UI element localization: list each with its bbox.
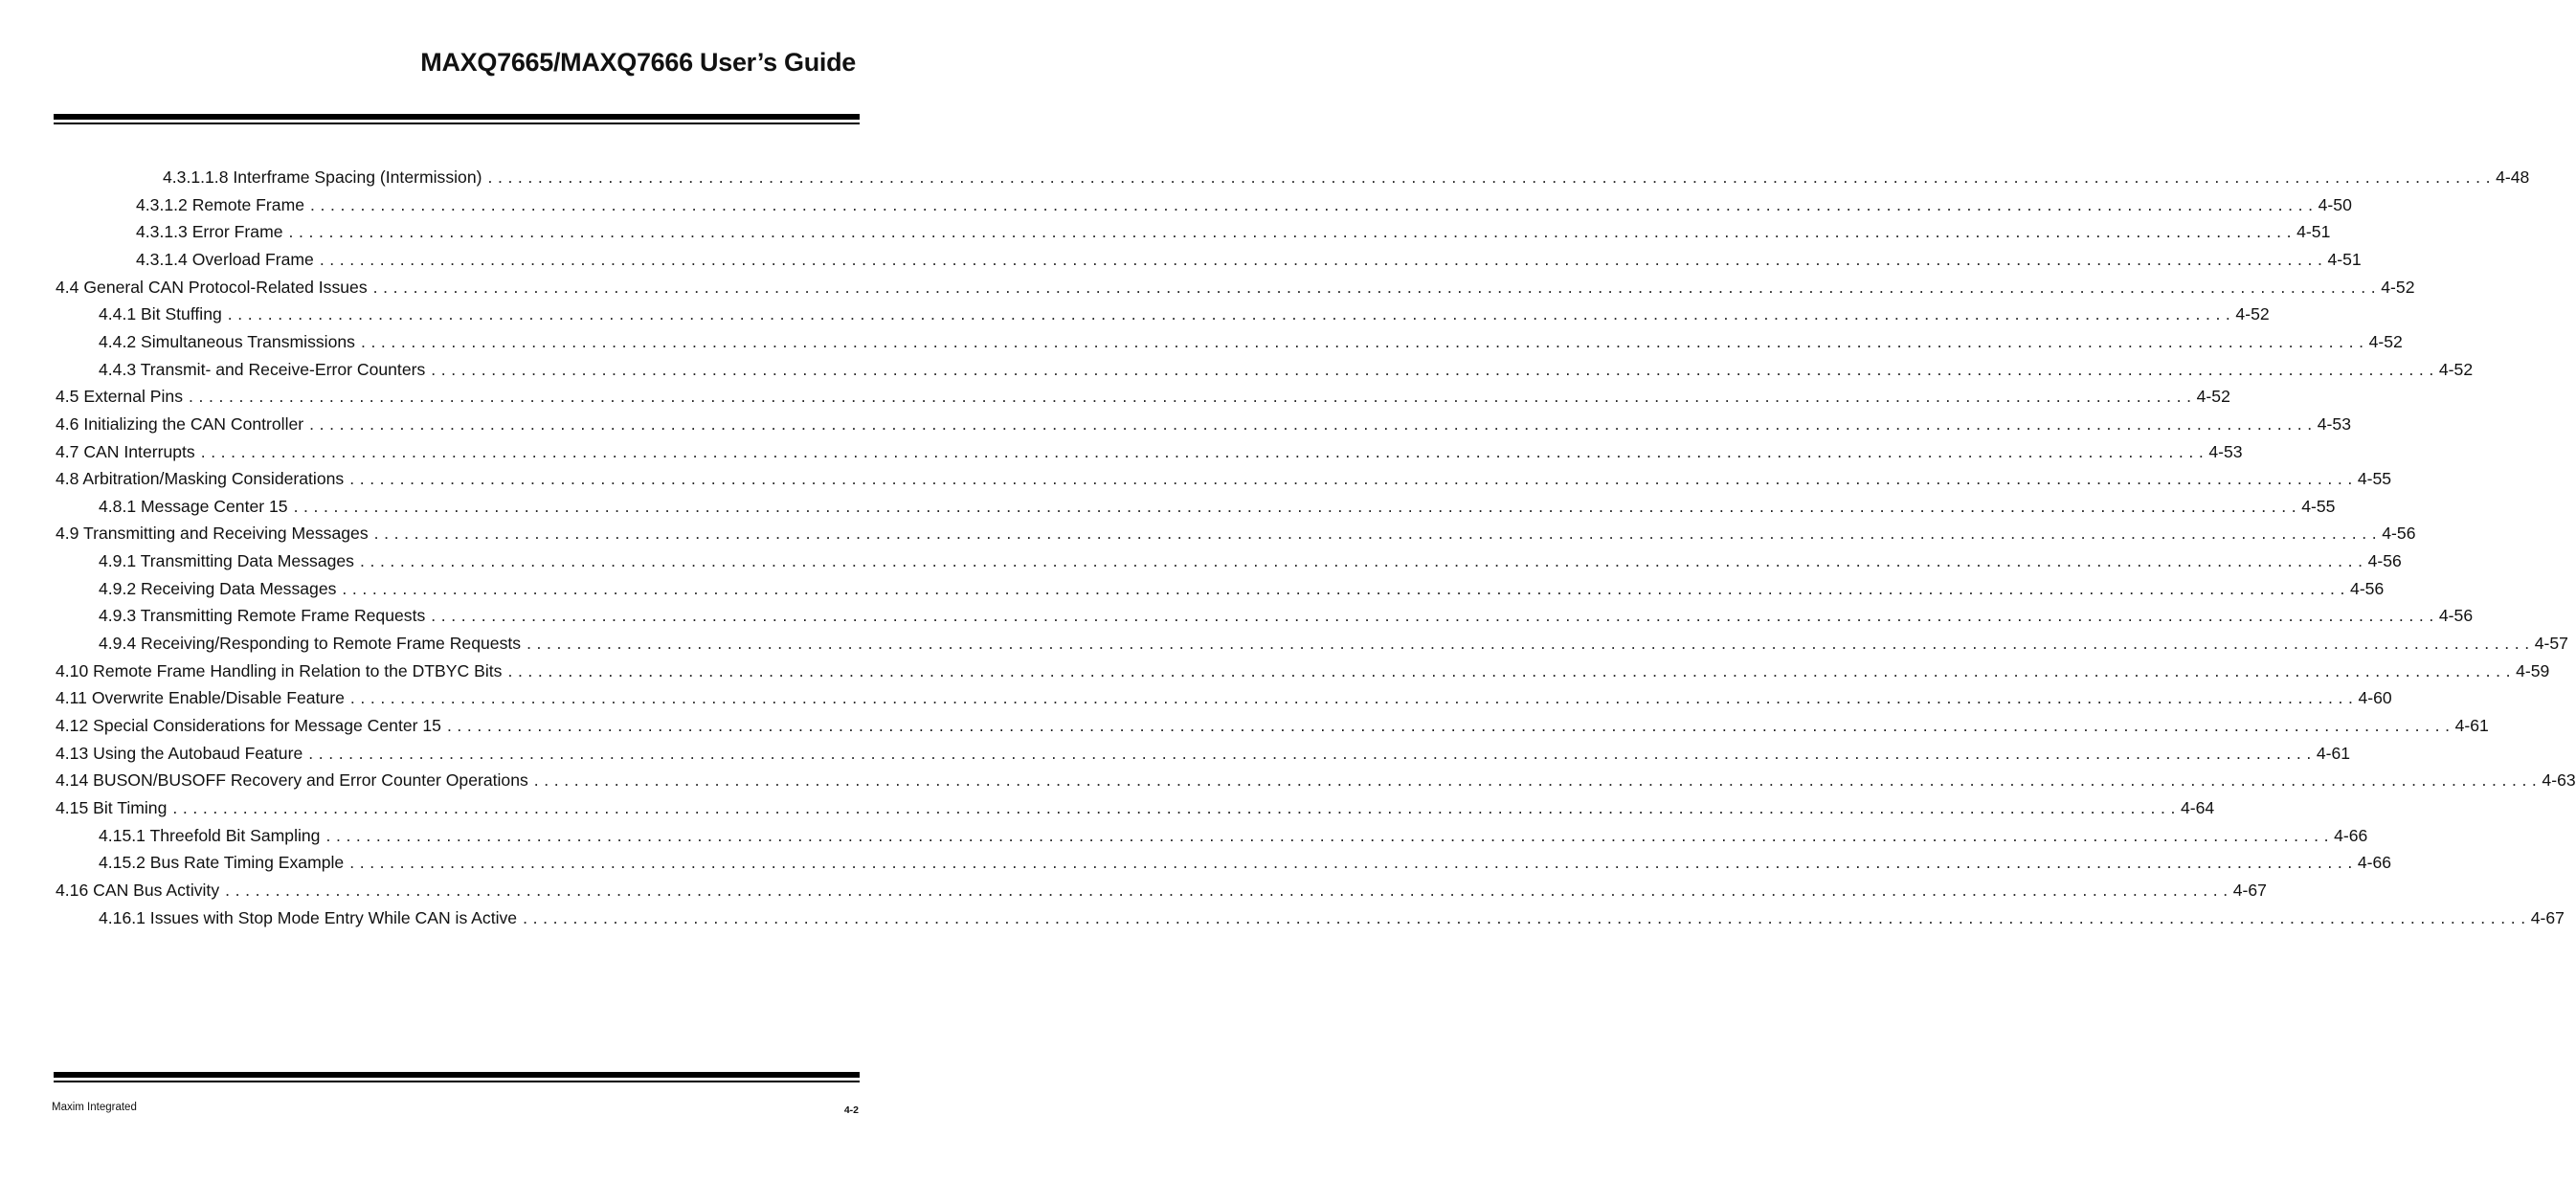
toc-entry-title: 4.4.2 Simultaneous Transmissions (99, 332, 355, 351)
toc-entry[interactable] (136, 218, 2331, 245)
toc-entry[interactable] (56, 274, 2415, 301)
toc-entry-title: 4.9 Transmitting and Receiving Messages (56, 524, 369, 543)
toc-entry[interactable] (99, 822, 2368, 849)
toc-entry-title: 4.14 BUSON/BUSOFF Recovery and Error Counter Operations (56, 770, 528, 790)
toc-entry-title: 4.15 Bit Timing (56, 798, 168, 817)
toc-entry-page: 4-56 (2350, 579, 2385, 598)
toc-entry[interactable] (56, 877, 2267, 903)
toc-entry-title: 4.4 General CAN Protocol-Related Issues (56, 278, 368, 297)
footer-page-number: 4-2 (843, 1104, 859, 1116)
toc-entry-page: 4-56 (2367, 551, 2402, 570)
toc-entry-title: 4.6 Initializing the CAN Controller (56, 414, 304, 434)
toc-entry-title: 4.4.3 Transmit- and Receive-Error Counters (99, 360, 426, 379)
toc-leader-dots: ........................................................................................................................................................................................................ (359, 551, 2368, 570)
toc-entry-title: 4.3.1.2 Remote Frame (136, 195, 305, 214)
toc-entry[interactable] (56, 383, 2230, 410)
toc-entry[interactable] (99, 630, 2568, 657)
toc-entry-page: 4-51 (2296, 222, 2331, 241)
toc-leader-dots: ........................................................................................................................................................................................................ (227, 304, 2236, 323)
toc-leader-dots: ........................................................................................................................................................................................................ (319, 250, 2328, 269)
toc-entry-title: 4.3.1.4 Overload Frame (136, 250, 314, 269)
toc-entry[interactable] (163, 164, 2530, 190)
toc-leader-dots: ........................................................................................................................................................................................................ (288, 222, 2297, 241)
toc-entry[interactable] (56, 684, 2392, 711)
toc-leader-dots: ........................................................................................................................................................................................................ (225, 881, 2233, 900)
toc-leader-dots: ........................................................................................................................................................................................................ (310, 195, 2318, 214)
toc-entry-page: 4-66 (2357, 853, 2392, 872)
toc-entry[interactable] (56, 411, 2351, 437)
toc-leader-dots: ........................................................................................................................................................................................................ (349, 469, 2358, 488)
toc-entry-page: 4-63 (2542, 770, 2576, 790)
toc-leader-dots: ........................................................................................................................................................................................................ (446, 716, 2455, 735)
toc-entry-title: 4.12 Special Considerations for Message Center 15 (56, 716, 441, 735)
toc-entry-page: 4-52 (2381, 278, 2415, 297)
toc-entry[interactable] (56, 465, 2392, 492)
toc-entry-page: 4-55 (2301, 497, 2336, 516)
toc-entry-title: 4.9.2 Receiving Data Messages (99, 579, 337, 598)
toc-entry-page: 4-56 (2382, 524, 2416, 543)
toc-leader-dots: ........................................................................................................................................................................................................ (507, 661, 2517, 680)
header-rule-thick (54, 114, 860, 120)
toc-leader-dots: ........................................................................................................................................................................................................ (308, 744, 2317, 763)
toc-entry-title: 4.9.3 Transmitting Remote Frame Requests (99, 606, 426, 625)
toc-entry[interactable] (56, 794, 2215, 821)
toc-entry-page: 4-67 (2232, 881, 2267, 900)
toc-entry-title: 4.3.1.3 Error Frame (136, 222, 283, 241)
toc-entry-title: 4.15.2 Bus Rate Timing Example (99, 853, 345, 872)
toc-entry-page: 4-48 (2496, 167, 2530, 187)
toc-leader-dots: ........................................................................................................................................................................................................ (172, 798, 2181, 817)
toc-leader-dots: ........................................................................................................................................................................................................ (526, 634, 2535, 653)
toc-entry[interactable] (99, 547, 2402, 574)
toc-entry[interactable] (56, 712, 2489, 739)
toc-entry-title: 4.8.1 Message Center 15 (99, 497, 288, 516)
toc-entry[interactable] (99, 602, 2474, 629)
toc-leader-dots: ........................................................................................................................................................................................................ (523, 908, 2531, 927)
toc-entry[interactable] (99, 849, 2392, 876)
toc-entry-page: 4-53 (2317, 414, 2351, 434)
toc-entry-title: 4.13 Using the Autobaud Feature (56, 744, 303, 763)
toc-entry-page: 4-52 (2438, 360, 2474, 379)
toc-entry[interactable] (56, 767, 2576, 793)
toc-entry-page: 4-51 (2327, 250, 2362, 269)
toc-entry[interactable] (56, 740, 2351, 767)
toc-leader-dots: ........................................................................................................................................................................................................ (309, 414, 2318, 434)
toc-entry-title: 4.9.1 Transmitting Data Messages (99, 551, 354, 570)
toc-leader-dots: ........................................................................................................................................................................................................ (349, 688, 2359, 707)
footer-rule-thick (54, 1072, 860, 1078)
footer-company: Maxim Integrated (52, 1102, 137, 1113)
toc-entry-title: 4.15.1 Threefold Bit Sampling (99, 826, 321, 845)
toc-entry-page: 4-67 (2530, 908, 2565, 927)
toc-leader-dots: ........................................................................................................................................................................................................ (533, 770, 2542, 790)
toc-entry-page: 4-52 (2368, 332, 2403, 351)
toc-entry-page: 4-59 (2516, 661, 2550, 680)
document-title: MAXQ7665/MAXQ7666 User’s Guide (420, 48, 856, 77)
toc-entry-title: 4.11 Overwrite Enable/Disable Feature (56, 688, 345, 707)
toc-entry-title: 4.10 Remote Frame Handling in Relation to the DTBYC Bits (56, 661, 503, 680)
toc-entry[interactable] (56, 658, 2550, 684)
toc-leader-dots: ........................................................................................................................................................................................................ (200, 442, 2209, 461)
toc-entry-page: 4-61 (2316, 744, 2351, 763)
toc-leader-dots: ........................................................................................................................................................................................................ (373, 524, 2383, 543)
toc-entry-title: 4.16.1 Issues with Stop Mode Entry While CAN is Active (99, 908, 518, 927)
toc-entry-page: 4-57 (2534, 634, 2568, 653)
toc-leader-dots: ........................................................................................................................................................................................................ (349, 853, 2358, 872)
toc-entry-page: 4-53 (2208, 442, 2243, 461)
toc-leader-dots: ........................................................................................................................................................................................................ (431, 360, 2439, 379)
toc-leader-dots: ........................................................................................................................................................................................................ (293, 497, 2302, 516)
toc-entry-page: 4-61 (2454, 716, 2489, 735)
toc-entry-title: 4.4.1 Bit Stuffing (99, 304, 222, 323)
toc-entry-page: 4-66 (2334, 826, 2368, 845)
toc-entry[interactable] (99, 328, 2403, 355)
toc-leader-dots: ........................................................................................................................................................................................................ (325, 826, 2335, 845)
toc-entry-page: 4-50 (2318, 195, 2352, 214)
toc-entry-page: 4-52 (2196, 387, 2230, 406)
toc-leader-dots: ........................................................................................................................................................................................................ (431, 606, 2439, 625)
toc-entry-title: 4.9.4 Receiving/Responding to Remote Frame Requests (99, 634, 522, 653)
toc-entry-page: 4-64 (2181, 798, 2215, 817)
toc-entry-title: 4.8 Arbitration/Masking Considerations (56, 469, 345, 488)
toc-entry[interactable] (99, 904, 2565, 931)
toc-leader-dots: ........................................................................................................................................................................................................ (189, 387, 2197, 406)
toc-entry-title: 4.16 CAN Bus Activity (56, 881, 220, 900)
toc-entry[interactable] (136, 191, 2352, 218)
toc-entry-page: 4-60 (2358, 688, 2392, 707)
toc-entry-title: 4.5 External Pins (56, 387, 184, 406)
toc-leader-dots: ........................................................................................................................................................................................................ (342, 579, 2351, 598)
toc-entry-page: 4-56 (2438, 606, 2474, 625)
toc-entry-page: 4-55 (2357, 469, 2392, 488)
header-rule-thin (54, 123, 860, 124)
toc-entry[interactable] (136, 246, 2362, 273)
footer-rule-thin (54, 1081, 860, 1082)
toc-entry[interactable] (56, 520, 2416, 546)
toc-entry-title: 4.3.1.1.8 Interframe Spacing (Intermission) (163, 167, 482, 187)
toc-entry[interactable] (99, 575, 2385, 602)
toc-entry[interactable] (56, 438, 2243, 465)
toc-entry-page: 4-52 (2235, 304, 2270, 323)
toc-entry[interactable] (99, 493, 2336, 520)
toc-leader-dots: ........................................................................................................................................................................................................ (372, 278, 2382, 297)
toc-leader-dots: ........................................................................................................................................................................................................ (487, 167, 2497, 187)
toc-entry[interactable] (99, 301, 2270, 327)
toc-entry-title: 4.7 CAN Interrupts (56, 442, 195, 461)
toc-entry[interactable] (99, 356, 2474, 383)
toc-leader-dots: ........................................................................................................................................................................................................ (360, 332, 2369, 351)
